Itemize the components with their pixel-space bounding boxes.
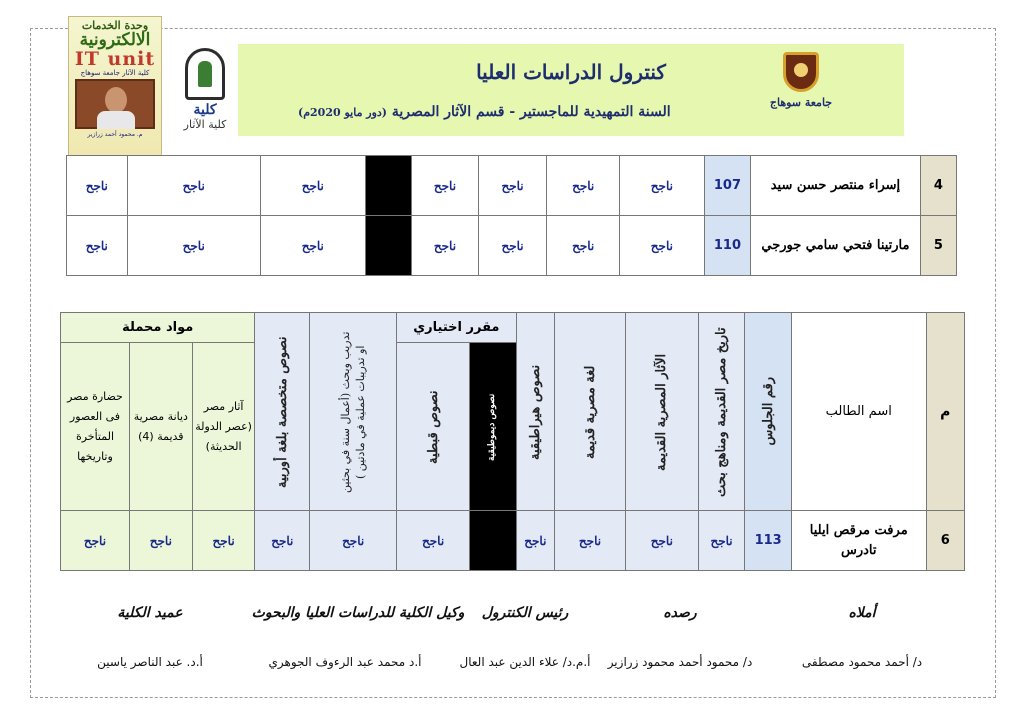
university-name: جامعة سوهاج bbox=[769, 96, 833, 109]
header-course bbox=[625, 313, 698, 511]
header-course-text: نصوص قبطية bbox=[425, 389, 441, 464]
logo-line-4: كلية الآثار جامعة سوهاج bbox=[80, 69, 150, 77]
result-cell: ناجح bbox=[255, 511, 310, 571]
results-table-2 bbox=[60, 312, 965, 571]
header-carried-course: ديانة مصرية قديمة (4) bbox=[129, 343, 192, 511]
header-carried-course: آثار مصر (عصر الدولة الحديثة) bbox=[192, 343, 255, 511]
header-seat-text: رقم الجلوس bbox=[760, 377, 776, 446]
header-course-text: نصوص ديموطيقية bbox=[487, 392, 498, 461]
result-cell: ناجح bbox=[310, 511, 397, 571]
blank-cell bbox=[470, 511, 517, 571]
page-title: كنترول الدراسات العليا bbox=[476, 60, 666, 84]
student-name: مارتينا فتحي سامي جورجي bbox=[751, 216, 921, 276]
header-course-text: لغة مصرية قديمة bbox=[582, 364, 598, 459]
signature-role: عميد الكلية bbox=[117, 605, 183, 621]
logo-line-3: IT unit bbox=[74, 48, 156, 70]
signature-role: وكيل الكلية للدراسات العليا والبحوث bbox=[251, 605, 465, 621]
logo-line-2: الالكترونية bbox=[79, 30, 151, 50]
session-text: (دور مايو 2020م) bbox=[298, 106, 388, 119]
row-number: 6 bbox=[926, 511, 964, 571]
signature-role: رئيس الكنترول bbox=[481, 605, 569, 621]
header-course bbox=[397, 343, 470, 511]
header-course bbox=[698, 313, 745, 511]
header-course-text: الآثار المصرية القديمة bbox=[654, 352, 670, 471]
table-row bbox=[67, 216, 957, 276]
row-number: 5 bbox=[920, 216, 956, 276]
header-seat bbox=[745, 313, 792, 511]
results-table-1 bbox=[66, 155, 957, 276]
header-course bbox=[470, 343, 517, 511]
header-course bbox=[555, 313, 626, 511]
result-cell: ناجح bbox=[620, 216, 705, 276]
table-row bbox=[61, 511, 965, 571]
result-cell: ناجح bbox=[620, 156, 705, 216]
signature-name: د/ محمود أحمد محمود زرازير bbox=[607, 655, 753, 669]
seat-number: 113 bbox=[745, 511, 792, 571]
result-cell: ناجح bbox=[547, 216, 620, 276]
faculty-emblem-icon bbox=[185, 48, 225, 100]
result-cell: ناجح bbox=[67, 216, 128, 276]
student-name: إسراء منتصر حسن سيد bbox=[751, 156, 921, 216]
signature-role: أملاه bbox=[848, 605, 876, 621]
result-cell: ناجح bbox=[412, 216, 479, 276]
it-unit-logo bbox=[68, 16, 162, 156]
signature-name: أ.د محمد عبد الرءوف الجوهري bbox=[268, 655, 422, 669]
result-cell: ناجح bbox=[478, 156, 547, 216]
result-cell: ناجح bbox=[260, 156, 365, 216]
header-row bbox=[61, 313, 965, 343]
page-subtitle bbox=[298, 104, 671, 120]
seat-number: 107 bbox=[704, 156, 750, 216]
signature-name: أ.د. عبد الناصر ياسين bbox=[97, 655, 203, 669]
row-number: 4 bbox=[920, 156, 956, 216]
university-seal bbox=[766, 52, 836, 124]
header-carried-course: حضارة مصر فى العصور المتأخرة وتاريخها bbox=[61, 343, 130, 511]
result-cell: ناجح bbox=[260, 216, 365, 276]
header-course bbox=[255, 313, 310, 511]
header-student-name: اسم الطالب bbox=[791, 313, 926, 511]
header-course-text: نصوص هيراطيقية bbox=[527, 363, 543, 460]
logo-line-1: وحدة الخدمات bbox=[81, 19, 149, 32]
seat-number: 110 bbox=[704, 216, 750, 276]
university-shield-icon bbox=[783, 52, 819, 92]
result-cell: ناجح bbox=[412, 156, 479, 216]
header-m: م bbox=[926, 313, 964, 511]
result-cell: ناجح bbox=[129, 511, 192, 571]
faculty-logo-sub: كلية الآثار bbox=[183, 118, 227, 131]
blank-cell bbox=[365, 156, 411, 216]
header-course-text: نصوص متخصصة بلغة أوربية bbox=[274, 335, 290, 488]
signature-name: د/ أحمد محمود مصطفى bbox=[801, 655, 923, 669]
faculty-logo-name: كلية bbox=[193, 102, 217, 118]
result-cell: ناجح bbox=[478, 216, 547, 276]
result-cell: ناجح bbox=[67, 156, 128, 216]
signature-name: أ.م.د/ علاء الدين عبد العال bbox=[459, 655, 591, 669]
result-cell: ناجح bbox=[127, 216, 260, 276]
portrait-photo bbox=[75, 79, 155, 129]
result-cell: ناجح bbox=[547, 156, 620, 216]
result-cell: ناجح bbox=[61, 511, 130, 571]
result-cell: ناجح bbox=[625, 511, 698, 571]
header-elective: مقرر اختياري bbox=[397, 313, 516, 343]
header-course-text: تاريخ مصر القديمة ومناهج بحث bbox=[714, 326, 730, 497]
table-row bbox=[67, 156, 957, 216]
result-cell: ناجح bbox=[192, 511, 255, 571]
header-course bbox=[516, 313, 554, 511]
result-cell: ناجح bbox=[127, 156, 260, 216]
result-cell: ناجح bbox=[698, 511, 745, 571]
result-cell: ناجح bbox=[516, 511, 554, 571]
header-course bbox=[310, 313, 397, 511]
logo-line-5: م. محمود أحمد زرازير bbox=[87, 131, 143, 138]
blank-cell bbox=[365, 216, 411, 276]
signature-role: رصده bbox=[663, 605, 697, 621]
subtitle-text: السنة التمهيدية للماجستير - قسم الآثار المصرية bbox=[391, 104, 671, 120]
header-carried: مواد محملة bbox=[61, 313, 255, 343]
result-cell: ناجح bbox=[397, 511, 470, 571]
student-name: مرفت مرقص ايليا تادرس bbox=[791, 511, 926, 571]
result-cell: ناجح bbox=[555, 511, 626, 571]
header-course-text: تدريب وبحث (أعمال سنة في بحثين او تدريبات عملية في مادتين ) bbox=[339, 330, 368, 493]
faculty-logo bbox=[176, 48, 234, 138]
